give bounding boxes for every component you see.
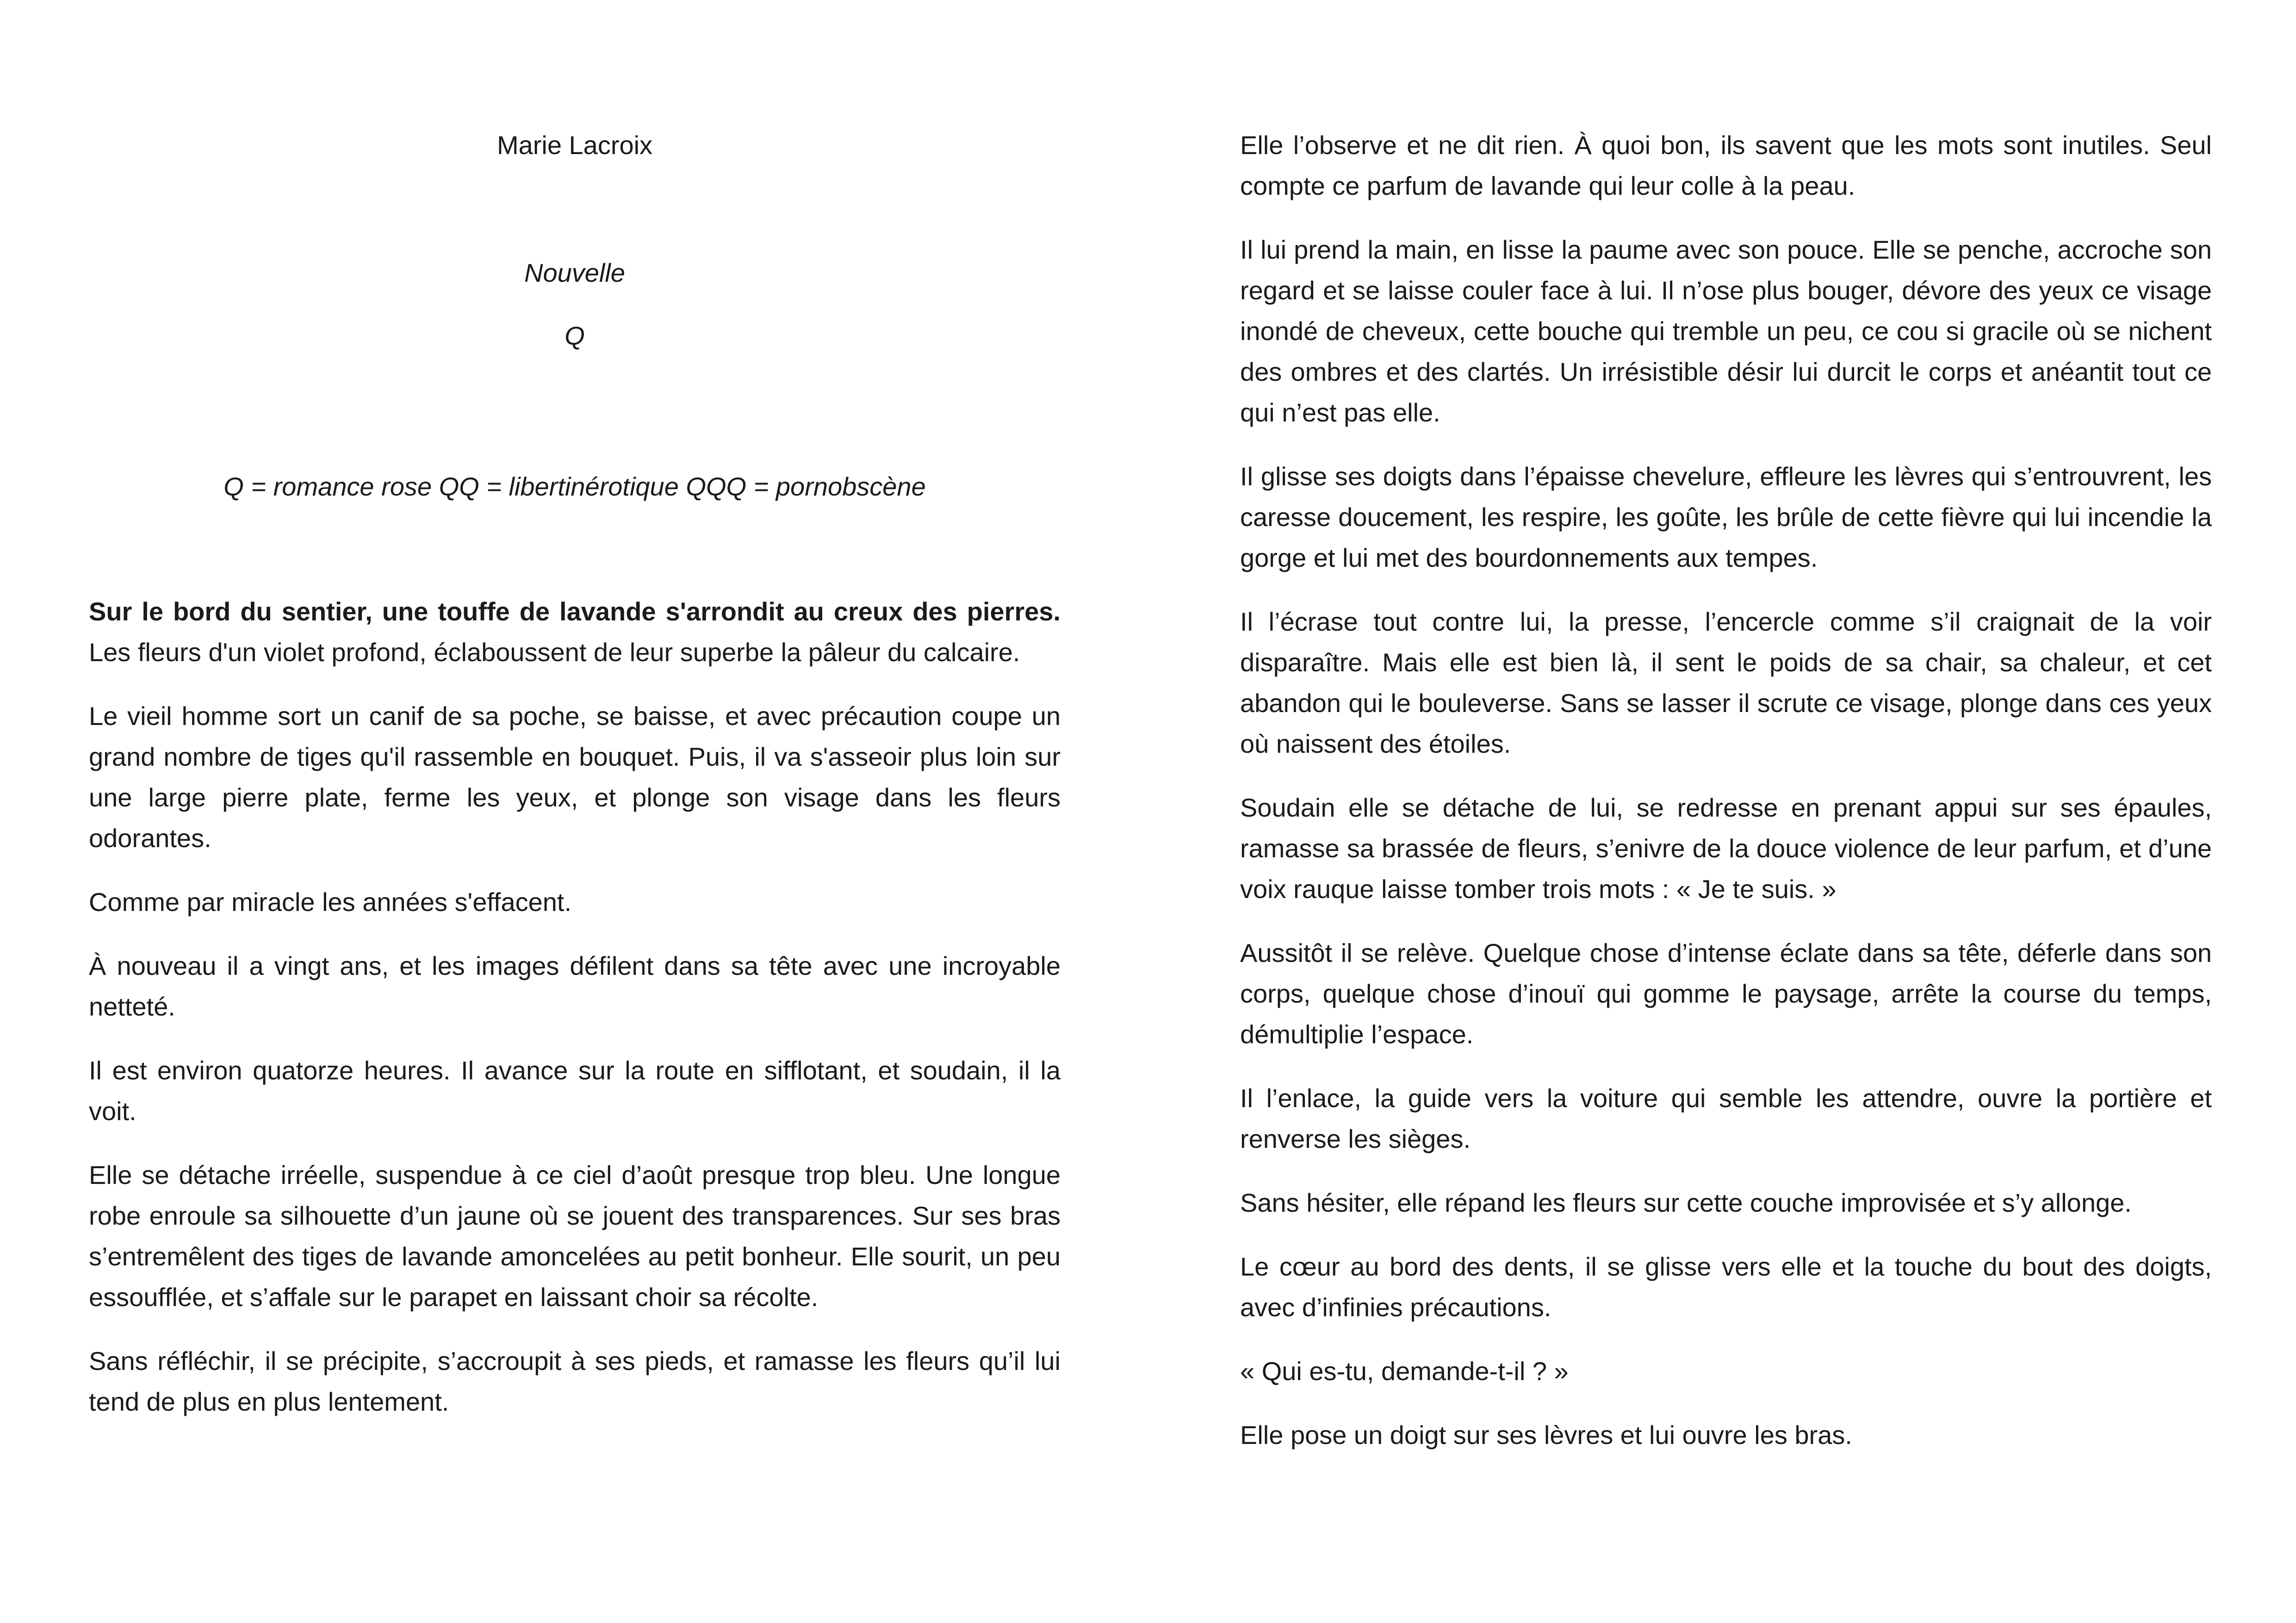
story-paragraph: Il est environ quatorze heures. Il avance sur la route en sifflotant, et soudain, il la voit.	[89, 1056, 1061, 1126]
story-paragraph: Elle l’observe et ne dit rien. À quoi bon, ils savent que les mots sont inutiles. Seul compte ce parfum de lavande qui leur colle à la peau.	[1240, 130, 2212, 200]
story-paragraph: Il l’enlace, la guide vers la voiture qui semble les attendre, ouvre la portière et renverse les sièges.	[1240, 1084, 2212, 1153]
story-paragraph: Sans réfléchir, il se précipite, s’accroupit à ses pieds, et ramasse les fleurs qu’il lui tend de plus en plus lentement.	[89, 1346, 1061, 1416]
author-name: Marie Lacroix	[496, 130, 653, 160]
dialogue-line: « Qui es-tu, demande-t-il ? »	[1240, 1357, 1569, 1386]
story-paragraph: À nouveau il a vingt ans, et les images défilent dans sa tête avec une incroyable netteté.	[89, 951, 1061, 1021]
story-left-column	[89, 591, 1061, 1445]
story-paragraph: Sans hésiter, elle répand les fleurs sur cette couche improvisée et s’y allonge.	[1240, 1188, 2132, 1217]
story-paragraph: Le cœur au bord des dents, il se glisse vers elle et la touche du bout des doigts, avec d’infinies précautions.	[1240, 1252, 2212, 1322]
story-paragraph: Elle se détache irréelle, suspendue à ce ciel d’août presque trop bleu. Une longue robe enroule sa silhouette d’un jaune où se jouent des transparences. Sur ses bras s’entremêlent des tiges de lavande amoncelées au petit bonheur. Elle sourit, un peu essoufflée, et s’affale sur le parapet en laissant choir sa récolte.	[89, 1160, 1061, 1312]
story-right-column	[1240, 125, 2212, 1479]
story-paragraph: Comme par miracle les années s'effacent.	[89, 887, 572, 917]
story-paragraph: Le vieil homme sort un canif de sa poche, se baisse, et avec précaution coupe un grand nombre de tiges qu'il rassemble en bouquet. Puis, il va s'asseoir plus loin sur une large pierre plate, ferme les yeux, et plonge son visage dans les fleurs odorantes.	[89, 701, 1061, 853]
story-paragraph: Il lui prend la main, en lisse la paume avec son pouce. Elle se penche, accroche son regard et se laisse couler face à lui. Il n’ose plus bouger, dévore des yeux ce visage inondé de cheveux, cette bouche qui tremble un peu, ce cou si gracile où se nichent des ombres et des clartés. Un irrésistible désir lui durcit le corps et anéantit tout ce qui n’est pas elle.	[1240, 235, 2212, 427]
story-paragraph: Il glisse ses doigts dans l’épaisse chevelure, effleure les lèvres qui s’entrouvrent, les caresse doucement, les respire, les goûte, les brûle de cette fièvre qui lui incendie la gorge et lui met des bourdonnements aux tempes.	[1240, 462, 2212, 572]
rating-legend: Q = romance rose QQ = libertinérotique QQQ = pornobscène	[223, 472, 926, 501]
genre-label: Nouvelle	[524, 258, 625, 287]
story-paragraph: Il l’écrase tout contre lui, la presse, l’encercle comme s’il craignait de la voir disparaître. Mais elle est bien là, il sent le poids de sa chair, sa chaleur, et cet abandon qui le bouleverse. Sans se lasser il scrute ce visage, plonge dans ces yeux où naissent des étoiles.	[1240, 607, 2212, 758]
opening-paragraph	[89, 591, 1061, 673]
story-paragraph: Soudain elle se détache de lui, se redresse en prenant appui sur ses épaules, ramasse sa brassée de fleurs, s’enivre de la douce violence de leur parfum, et d’une voix rauque laisse tomber trois mots : « Je te suis. »	[1240, 793, 2212, 904]
opening-rest: Les fleurs d'un violet profond, éclaboussent de leur superbe la pâleur du calcaire.	[89, 638, 1020, 667]
rating-label: Q	[565, 321, 585, 350]
story-paragraph: Aussitôt il se relève. Quelque chose d’intense éclate dans sa tête, déferle dans son corps, quelque chose d’inouï qui gomme le paysage, arrête la course du temps, démultiplie l’espace.	[1240, 938, 2212, 1049]
opening-bold-sentence: Sur le bord du sentier, une touffe de lavande s'arrondit au creux des pierres.	[89, 597, 1061, 626]
story-paragraph: Elle pose un doigt sur ses lèvres et lui ouvre les bras.	[1240, 1420, 1852, 1450]
